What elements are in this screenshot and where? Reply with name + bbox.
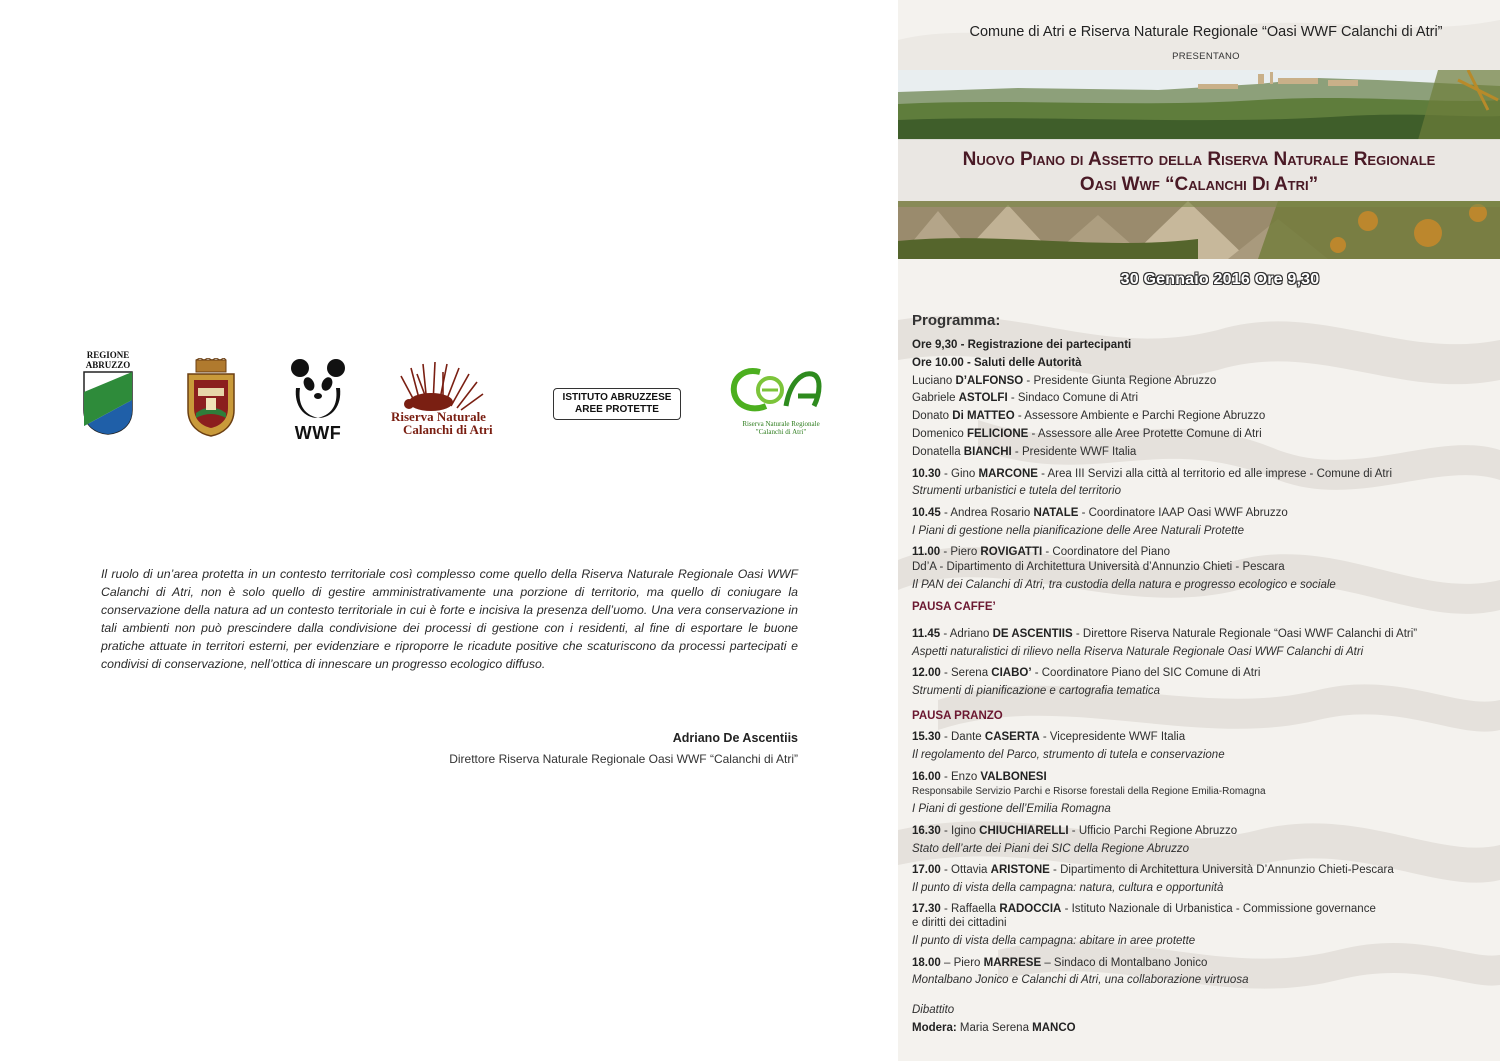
- riserva2-line1: Riserva Naturale Regionale: [742, 420, 820, 428]
- speaker-first: Donatella: [912, 446, 964, 458]
- speaker-role: - Vicepresidente WWF Italia: [1039, 731, 1186, 743]
- atri-landscape-photo: [898, 70, 1500, 140]
- item-time: 10.45: [912, 507, 941, 519]
- wwf-text: WWF: [294, 423, 342, 443]
- item-text: - Saluti delle Autorità: [963, 357, 1082, 369]
- program-item: [912, 666, 1260, 680]
- speaker-role: - Coordinatore IAAP Oasi WWF Abruzzo: [1078, 507, 1288, 519]
- program-item: [912, 356, 1082, 370]
- speaker-first: - Raffaella: [940, 903, 1000, 915]
- talk-title: Strumenti di pianificazione e cartografia tematica: [912, 685, 1161, 697]
- item-time: Ore 10.00: [912, 357, 964, 369]
- item-time: 18.00: [912, 957, 941, 969]
- speaker-first: – Piero: [940, 957, 984, 969]
- atri-crest-icon: [182, 358, 240, 438]
- speaker-last: DE ASCENTIIS: [992, 628, 1073, 640]
- speaker-last: CHIUCHIARELLI: [979, 825, 1069, 837]
- riserva2-logo-text: [726, 420, 836, 436]
- talk-title: Il punto di vista della campagna: abitare in aree protette: [912, 935, 1196, 947]
- moderator-label: Modera:: [912, 1022, 957, 1034]
- moderator-first: Maria Serena: [956, 1022, 1033, 1034]
- speaker-role: - Dipartimento di Architettura Università D’Annunzio Chieti-Pescara: [1049, 864, 1394, 876]
- speaker-last: RADOCCIA: [999, 903, 1062, 915]
- intro-paragraph: Il ruolo di un’area protetta in un contesto territoriale così complesso come quello della Riserva Naturale Regionale Oasi WWF Calanchi di Atri, non è solo quello di gestire amministrativamente una porzione di territorio, ma quello di coniugare la conservazione della natura ad un contesto territoriale in cui è forte e incisiva la presenza dell’uomo. Una vera conservazione in tali ambienti non può prescindere dalla condivisione dei processi di gestione con i residenti, al fine di esportare le buone pratiche attuate in territori esterni, per evidenziare e riproporre le ricadute positive che scaturiscono da processi partecipati e condivisi di conservazione, nell’ottica di innescare un progresso ecologico diffuso.: [101, 567, 798, 671]
- speaker-first: Domenico: [912, 428, 967, 440]
- speaker-first: - Igino: [940, 825, 980, 837]
- calanchi-photo: [898, 201, 1500, 259]
- speaker-last: ROVIGATTI: [980, 546, 1043, 558]
- riserva-logo-line1: Riserva Naturale: [391, 409, 486, 424]
- moderator-last: MANCO: [1032, 1022, 1076, 1034]
- speaker-role: – Sindaco di Montalbano Jonico: [1041, 957, 1208, 969]
- talk-title: Stato dell’arte dei Piani dei SIC della Regione Abruzzo: [912, 843, 1190, 855]
- speaker-first: - Adriano: [940, 628, 993, 640]
- title-band: [898, 139, 1500, 201]
- item-time: 12.00: [912, 667, 941, 679]
- iaap-line2: AREE PROTETTE: [575, 404, 659, 415]
- wwf-logo: [288, 358, 348, 444]
- riserva-calanchi-logo: [391, 360, 511, 437]
- coffee-break-label: PAUSA CAFFE’: [912, 601, 996, 613]
- speaker-role: - Ufficio Parchi Regione Abruzzo: [1068, 825, 1238, 837]
- program-item: [912, 506, 1288, 520]
- presenters-line: Comune di Atri e Riserva Naturale Regionale “Oasi WWF Calanchi di Atri”: [969, 24, 1443, 40]
- program-heading: Programma:: [912, 312, 1001, 329]
- item-time: 16.00: [912, 771, 941, 783]
- program-item: [912, 770, 1047, 784]
- cea-monogram-icon: [726, 362, 836, 418]
- panda-icon: [288, 358, 348, 420]
- speaker-role: - Area III Servizi alla città al territorio ed alle imprese - Comune di Atri: [1037, 468, 1393, 480]
- item-time: 10.30: [912, 468, 941, 480]
- speaker-role: - Coordinatore Piano del SIC Comune di Atri: [1031, 667, 1261, 679]
- speaker-last: ARISTONE: [990, 864, 1050, 876]
- item-time: 11.00: [912, 546, 941, 558]
- program-panel: [898, 0, 1500, 1061]
- item-time: 11.45: [912, 628, 941, 640]
- speaker-first: - Andrea Rosario: [940, 507, 1034, 519]
- talk-title: I Piani di gestione dell’Emilia Romagna: [912, 803, 1111, 815]
- speaker-last: MARRESE: [983, 957, 1042, 969]
- logo-row: [78, 348, 838, 448]
- speaker-role: - Assessore alle Aree Protette Comune di Atri: [1028, 428, 1262, 440]
- talk-title: I Piani di gestione nella pianificazione delle Aree Naturali Protette: [912, 525, 1244, 537]
- program-item: [912, 409, 1265, 423]
- speaker-last: BIANCHI: [963, 446, 1012, 458]
- regione-shield-icon: [80, 370, 136, 436]
- speaker-role: - Istituto Nazionale di Urbanistica - Commissione governance: [1061, 903, 1376, 915]
- debate-label: Dibattito: [912, 1004, 955, 1016]
- item-time: 15.30: [912, 731, 941, 743]
- speaker-last: CIABO’: [991, 667, 1032, 679]
- item-time: 17.00: [912, 864, 941, 876]
- lunch-break-label: PAUSA PRANZO: [912, 710, 1003, 722]
- program-item: [912, 956, 1207, 970]
- iaap-line1: ISTITUTO ABRUZZESE: [562, 392, 672, 403]
- speaker-last: MARCONE: [978, 468, 1038, 480]
- riserva-logo-line2: Calanchi di Atri: [403, 422, 493, 437]
- item-time: Ore 9,30: [912, 339, 958, 351]
- moderator-line: [912, 1021, 1076, 1035]
- regione-logo-line1: REGIONE: [86, 350, 130, 360]
- speaker-role: - Assessore Ambiente e Parchi Regione Abruzzo: [1014, 410, 1266, 422]
- event-title-line1: Nuovo Piano di Assetto della Riserva Naturale Regionale: [962, 149, 1436, 170]
- item-time: 16.30: [912, 825, 941, 837]
- program-item: [912, 545, 1170, 559]
- speaker-last: VALBONESI: [980, 771, 1047, 783]
- item-text: - Registrazione dei partecipanti: [957, 339, 1132, 351]
- speaker-last: D’ALFONSO: [955, 375, 1024, 387]
- speaker-first: - Piero: [940, 546, 981, 558]
- program-item: [912, 467, 1392, 481]
- talk-title: Aspetti naturalistici di rilievo nella Riserva Naturale Regionale Oasi WWF Calanchi di Atri: [912, 646, 1364, 658]
- speaker-last: FELICIONE: [966, 428, 1029, 440]
- speaker-first: - Ottavia: [940, 864, 991, 876]
- speaker-last: CASERTA: [984, 731, 1040, 743]
- speaker-role: - Presidente WWF Italia: [1011, 446, 1137, 458]
- speaker-role: - Direttore Riserva Naturale Regionale “Oasi WWF Calanchi di Atri”: [1072, 628, 1418, 640]
- talk-title: Il punto di vista della campagna: natura, cultura e opportunità: [912, 882, 1224, 894]
- speaker-role: - Sindaco Comune di Atri: [1007, 392, 1139, 404]
- riserva-regionale-logo: [726, 362, 836, 436]
- program-item: [912, 863, 1394, 877]
- speaker-first: Luciano: [912, 375, 956, 387]
- porcupine-icon: [391, 360, 501, 412]
- talk-title: Il regolamento del Parco, strumento di tutela e conservazione: [912, 749, 1225, 761]
- program-item: [912, 627, 1417, 641]
- speaker-last: NATALE: [1033, 507, 1079, 519]
- speaker-affiliation: Responsabile Servizio Parchi e Risorse forestali della Regione Emilia-Romagna: [912, 786, 1266, 797]
- signature-role: Direttore Riserva Naturale Regionale Oasi WWF “Calanchi di Atri”: [449, 752, 798, 766]
- regione-abruzzo-logo: [80, 350, 136, 441]
- speaker-last: ASTOLFI: [958, 392, 1008, 404]
- riserva2-line2: "Calanchi di Atri": [755, 428, 807, 436]
- event-date: 30 Gennaio 2016 Ore 9,30: [1120, 271, 1320, 288]
- program-item: [912, 427, 1262, 441]
- speaker-role: - Presidente Giunta Regione Abruzzo: [1023, 375, 1217, 387]
- signature-name: Adriano De Ascentiis: [672, 731, 798, 745]
- iaap-logo: [553, 388, 681, 420]
- presentano-label: PRESENTANO: [1172, 51, 1240, 62]
- talk-title: Montalbano Jonico e Calanchi di Atri, una collaborazione virtruosa: [912, 974, 1249, 986]
- speaker-first: - Gino: [940, 468, 979, 480]
- speaker-first: - Enzo: [940, 771, 981, 783]
- speaker-affiliation: e diritti dei cittadini: [912, 917, 1007, 929]
- regione-logo-line2: ABRUZZO: [85, 360, 131, 370]
- program-item: [912, 902, 1376, 916]
- program-item: [912, 338, 1131, 352]
- program-item: [912, 824, 1237, 838]
- speaker-first: - Serena: [940, 667, 992, 679]
- speaker-affiliation: Dd’A - Dipartimento di Architettura Università d’Annunzio Chieti - Pescara: [912, 561, 1285, 573]
- speaker-role: - Coordinatore del Piano: [1042, 546, 1171, 558]
- talk-title: Strumenti urbanistici e tutela del territorio: [912, 485, 1122, 497]
- program-item: [912, 391, 1138, 405]
- program-item: [912, 730, 1185, 744]
- event-title-line2: Oasi Wwf “Calanchi Di Atri”: [1079, 174, 1319, 195]
- item-time: 17.30: [912, 903, 941, 915]
- speaker-first: - Dante: [940, 731, 985, 743]
- speaker-first: Gabriele: [912, 392, 959, 404]
- talk-title: Il PAN dei Calanchi di Atri, tra custodia della natura e progresso ecologico e sociale: [912, 579, 1336, 591]
- speaker-last: Di MATTEO: [952, 410, 1015, 422]
- comune-atri-crest: [182, 358, 240, 443]
- program-item: [912, 445, 1136, 459]
- program-item: [912, 374, 1216, 388]
- speaker-first: Donato: [912, 410, 953, 422]
